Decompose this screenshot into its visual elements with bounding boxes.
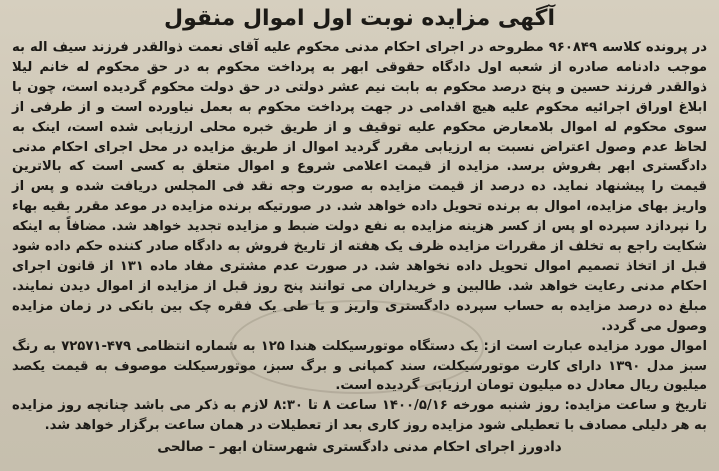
- auction-notice: [6, 2, 713, 468]
- auction-item-label: اموال مورد مزایده: [587, 338, 707, 354]
- notice-paragraph: در پرونده کلاسه ۹۶۰۸۴۹ مطروحه در اجرای احکام مدنی محکوم علیه آقای نعمت ذوالقدر فرزند سیف اله به موجب دادنامه صادره از شعبه اول دادگاه حقوقی ابهر به پرداخت محکوم به در حق محکوم له خانم لیلا ذوالقدر فرزند حسین و پنج درصد محکوم به بابت نیم عشر دولتی در حق دولت محکوم گردیده است، چون با ابلاغ اوراق اجرائیه محکوم علیه هیچ اقدامی در جهت پرداخت محکوم به بعمل نیاورده است و از طرفی از سوی محکوم له اموال بلامعارض محکوم علیه توقیف و از طریق خبره محلی ارزیابی شده است، اینک به لحاظ عدم وصول اعتراض نسبت به ارزیابی مقرر گردید اموال از طریق مزایده در محل اجرای احکام مدنی دادگستری ابهر بفروش برسد. مزایده از قیمت اعلامی شروع و اموال متعلق به کسی است که بالاترین قیمت را پیشنهاد نماید. ده درصد از قیمت مزایده به صورت وجه نقد فی المجلس دریافت شده و پس از واریز بهای مزایده، اموال به برنده تحویل داده خواهد شد. در صورتیکه برنده مزایده در موعد مقرر بقیه بهاء را نپردازد سپرده او پس از کسر هزینه مزایده به نفع دولت ضبط و مزایده تجدید خواهد شد. مضافاً به اینکه شکایت راجع به تخلف از مقررات مزایده ظرف یک هفته از تاریخ فروش به دادگاه صادر کننده حکم داده شود قبل از اتخاذ تصمیم اموال تحویل داده نخواهد شد. در صورت عدم مشتری مفاد ماده ۱۳۱ از قانون اجرای احکام مدنی رعایت خواهد شد. طالبین و خریداران می توانند پنج روز قبل از مزایده از اموال دیدن نمایند. مبلغ ده درصد مزایده به حساب سپرده دادگستری واریز و یا طی یک فقره چک بین بانکی در زمان مزایده وصول می گردد.: [12, 40, 707, 334]
- auction-date-text: روز شنبه مورخه ۱۴۰۰/۵/۱۶ ساعت ۸ تا ۸:۳۰ لازم به ذکر می باشد چنانچه روز مزایده به هر دلیلی مصادف با تعطیلی شود مزایده روز کاری بعد از تعطیلات در همان ساعت برگزار خواهد شد.: [12, 398, 707, 434]
- notice-title: آگهی مزایده نوبت اول اموال منقول: [163, 6, 556, 31]
- notice-body: [12, 38, 707, 436]
- auction-date-label: تاریخ و ساعت مزایده:: [564, 398, 708, 414]
- auction-item-paragraph: [12, 337, 707, 397]
- notice-signature: دادورز اجرای احکام مدنی دادگستری شهرستان ابهر – صالحی: [157, 439, 562, 456]
- auction-item-text: عبارت است از: یک دستگاه موتورسیکلت هندا ۱۲۵ به شماره انتظامی ۴۷۹-۷۲۵۷۱ به رنگ سبز مدل ۱۳۹۰ دارای کارت موتورسیکلت، سند کمپانی و برگ سبز، موتورسیکلت موصوف به قیمت یکصد میلیون ریال معادل ده میلیون تومان ارزیابی گردیده است.: [12, 338, 707, 394]
- auction-date-paragraph: [12, 396, 707, 436]
